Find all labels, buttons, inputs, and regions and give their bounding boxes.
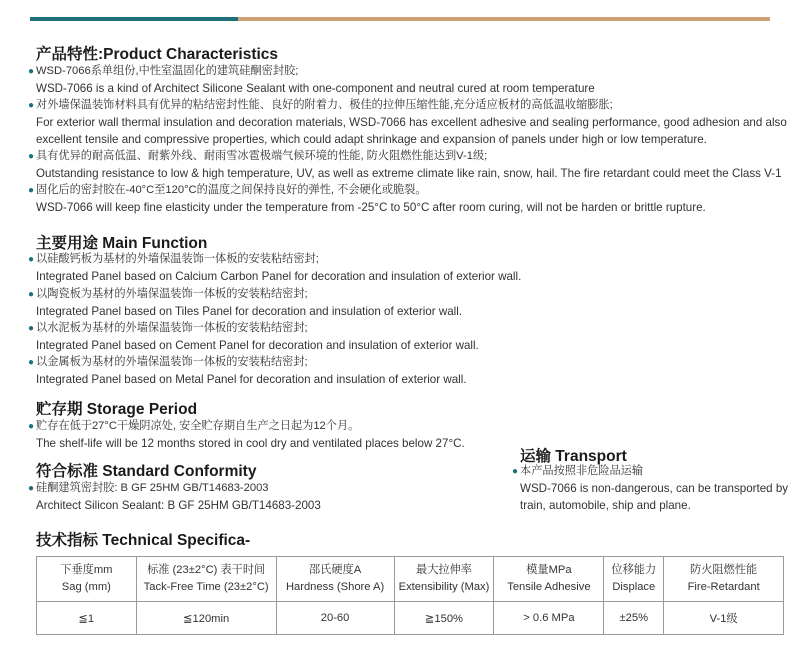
top-accent-bar-tan (238, 17, 770, 21)
transport-heading: 运输 Transport (520, 448, 627, 465)
transport-line: WSD-7066 is non-dangerous, can be transported by (520, 482, 789, 495)
header-tensile-adhesive (494, 557, 604, 602)
header-en: Sag (mm) (61, 581, 111, 593)
function-line: Integrated Panel based on Calcium Carbon Panel for decoration and insulation of exterior wall. (36, 270, 522, 283)
bullet-icon: ● (28, 151, 35, 162)
product-characteristics-heading: 产品特性:Product Characteristics (36, 46, 279, 63)
header-zh: 下垂度mm (60, 564, 113, 576)
table-row (37, 602, 784, 635)
product-line: For exterior wall thermal insulation and decoration materials, WSD-7066 has excellent adhesive and sealing performance, good adhesion and also (36, 116, 787, 129)
top-accent-bar-teal (30, 17, 238, 21)
product-line: excellent tensile and compressive properties, which could adapt shrinkage and expansion of panels under high or low temperature. (36, 133, 707, 146)
header-en: Extensibility (Max) (398, 581, 490, 593)
header-en: Fire-Retardant (687, 581, 760, 593)
header-extensibility (394, 557, 494, 602)
bullet-icon: ● (512, 466, 519, 477)
function-line: 以陶瓷板为基材的外墙保温装饰一体板的安装粘结密封; (36, 288, 308, 300)
header-en: Tensile Adhesive (507, 581, 591, 593)
product-line: WSD-7066系单组份,中性室温固化的建筑硅酮密封胶; (36, 65, 299, 77)
function-line: Integrated Panel based on Tiles Panel for decoration and insulation of exterior wall. (36, 305, 463, 318)
technical-spec-table (36, 556, 784, 635)
bullet-icon: ● (28, 254, 35, 265)
header-en: Tack-Free Time (23±2°C) (143, 581, 269, 593)
table-header-row (37, 557, 784, 602)
header-fire-retardant (664, 557, 784, 602)
transport-line: train, automobile, ship and plane. (520, 499, 691, 512)
product-line: WSD-7066 will keep fine elasticity under the temperature from -25°C to 50°C after room curing, will not be harden or brittle rupture. (36, 201, 706, 214)
product-line: WSD-7066 is a kind of Architect Silicone Sealant with one-component and neutral cured at room temperature (36, 82, 595, 95)
bullet-icon: ● (28, 289, 35, 300)
header-hardness (276, 557, 394, 602)
standard-conformity-heading: 符合标准 Standard Conformity (36, 463, 257, 480)
value-displace: ±25% (604, 602, 664, 635)
value-tack-free-time: ≦120min (136, 602, 276, 635)
header-zh: 模量MPa (526, 564, 572, 576)
function-line: Integrated Panel based on Cement Panel for decoration and insulation of exterior wall. (36, 339, 479, 352)
technical-spec-heading: 技术指标 Technical Specifica- (36, 532, 251, 549)
header-tack-free-time (136, 557, 276, 602)
bullet-icon: ● (28, 357, 35, 368)
value-fire-retardant: V-1级 (664, 602, 784, 635)
header-zh: 最大拉伸率 (416, 564, 472, 576)
value-tensile-adhesive: > 0.6 MPa (494, 602, 604, 635)
bullet-icon: ● (28, 100, 35, 111)
header-sag (37, 557, 137, 602)
function-line: Integrated Panel based on Metal Panel for decoration and insulation of exterior wall. (36, 373, 467, 386)
product-line: Outstanding resistance to low & high temperature, UV, as well as extreme climate like rain, snow, hail. The fire retardant could meet the Class V-1 (36, 167, 782, 180)
transport-line: 本产品按照非危险品运输 (520, 465, 644, 477)
product-line: 对外墙保温装饰材料具有优异的粘结密封性能、良好的附着力、极佳的拉伸压缩性能,充分适应板材的高低温收缩膨胀; (36, 99, 613, 111)
function-line: 以金属板为基材的外墙保温装饰一体板的安装粘结密封; (36, 356, 308, 368)
bullet-icon: ● (28, 66, 35, 77)
storage-line: The shelf-life will be 12 months stored in cool dry and ventilated places below 27°C. (36, 437, 465, 450)
bullet-icon: ● (28, 483, 35, 494)
bullet-icon: ● (28, 421, 35, 432)
value-sag: ≦1 (37, 602, 137, 635)
function-line: 以水泥板为基材的外墙保温装饰一体板的安装粘结密封; (36, 322, 308, 334)
value-hardness: 20-60 (276, 602, 394, 635)
header-displace (604, 557, 664, 602)
function-line: 以硅酸钙板为基材的外墙保温装饰一体板的安装粘结密封; (36, 253, 319, 265)
product-line: 具有优异的耐高低温、耐紫外线、耐雨雪冰雹极端气候环境的性能, 防火阻燃性能达到V-1级; (36, 150, 488, 162)
header-zh: 邵氏硬度A (308, 564, 362, 576)
header-en: Hardness (Shore A) (285, 581, 385, 593)
main-function-heading: 主要用途 Main Function (36, 235, 208, 252)
value-extensibility: ≧150% (394, 602, 494, 635)
bullet-icon: ● (28, 323, 35, 334)
header-zh: 防火阻燃性能 (690, 564, 758, 576)
storage-line: 贮存在低于27°C干燥阴凉处, 安全贮存期自生产之日起为12个月。 (36, 420, 360, 432)
header-zh: 位移能力 (611, 564, 657, 576)
conformity-line: Architect Silicon Sealant: B GF 25HM GB/T14683-2003 (36, 499, 321, 512)
conformity-line: 硅酮建筑密封胶: B GF 25HM GB/T14683-2003 (36, 482, 269, 494)
product-line: 固化后的密封胶在-40°C至120°C的温度之间保持良好的弹性, 不会硬化或脆裂。 (36, 184, 427, 196)
bullet-icon: ● (28, 185, 35, 196)
header-zh: 标准 (23±2°C) 表干时间 (147, 564, 266, 576)
header-en: Displace (612, 581, 656, 593)
storage-period-heading: 贮存期 Storage Period (36, 401, 198, 418)
